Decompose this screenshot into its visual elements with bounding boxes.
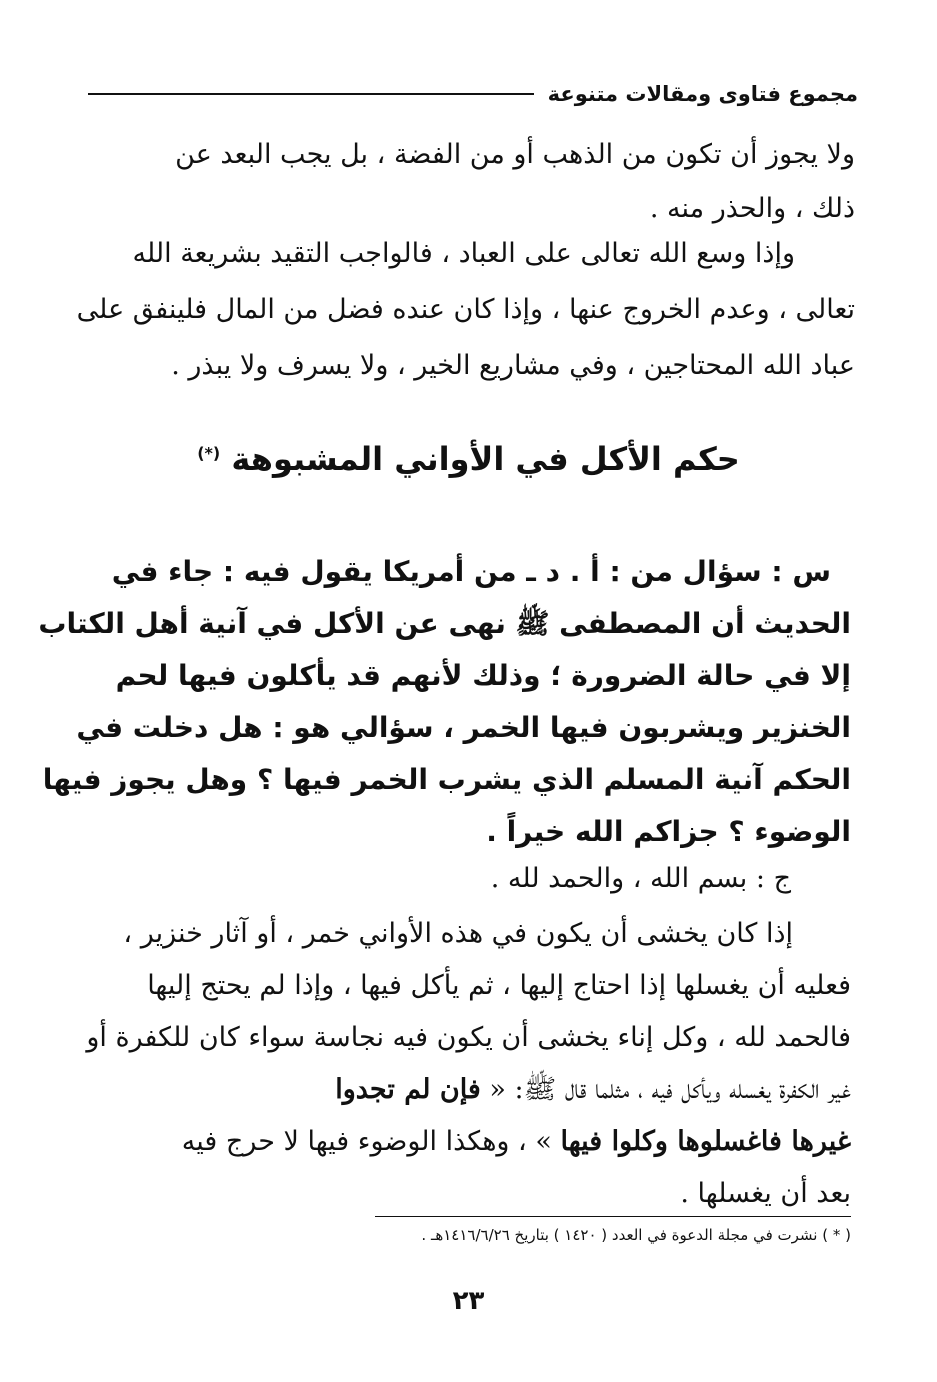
answer-line-2: فعليه أن يغسلها إذا احتاج إليها ، ثم يأكل فيها ، وإذا لم يحتج إليها: [147, 970, 851, 1001]
intro-line-2: ذلك ، والحذر منه .: [649, 193, 855, 224]
answer-line-5: [86, 1116, 851, 1168]
running-header: [88, 74, 858, 114]
hadith-quote-part-2: غيرها فاغسلوها وكلوا فيها: [560, 1126, 851, 1157]
question-line-1: س : سؤال من : أ . د ـ من أمريكا يقول فيه : جاء في: [111, 555, 831, 588]
answer-line-6: بعد أن يغسلها .: [680, 1178, 851, 1209]
paragraph-2-line-2: تعالى ، وعدم الخروج عنها ، وإذا كان عنده فضل من المال فلينفق على: [76, 294, 855, 325]
answer-line-5-plain: » ، وهكذا الوضوء فيها لا حرج فيه: [181, 1126, 561, 1157]
paragraph-2-line-3: عباد الله المحتاجين ، وفي مشاريع الخير ، ولا يسرف ولا يبذر .: [171, 350, 855, 381]
answer-line-1: إذا كان يخشى أن يكون في هذه الأواني خمر ، أو آثار خنزير ،: [123, 918, 793, 949]
answer-line-3: فالحمد لله ، وكل إناء يخشى أن يكون فيه نجاسة سواء كان للكفرة أو: [86, 1022, 851, 1053]
answer-paragraph: [86, 908, 851, 1220]
intro-paragraph: [175, 128, 855, 236]
header-rule: [88, 93, 534, 95]
question-paragraph: [38, 546, 851, 858]
footnote-separator: [375, 1216, 851, 1217]
answer-line-4-plain: غير الكفرة يغسله ويأكل فيه ، مثلما قال ﷺ: «: [480, 1074, 851, 1105]
answer-opening: [491, 854, 791, 904]
answer-line-4: [86, 1064, 851, 1116]
page-number: ٢٣: [452, 1286, 485, 1316]
answer-opening-text: ج : بسم الله ، والحمد لله .: [490, 863, 791, 894]
question-line-2: الحديث أن المصطفى ﷺ نهى عن الأكل في آنية أهل الكتاب: [38, 607, 851, 640]
question-line-5: الحكم آنية المسلم الذي يشرب الخمر فيها ؟ وهل يجوز فيها: [42, 763, 851, 796]
question-line-3: إلا في حالة الضرورة ؛ وذلك لأنهم قد يأكلون فيها لحم: [115, 659, 851, 692]
intro-line-1: ولا يجوز أن تكون من الذهب أو من الفضة ، بل يجب البعد عن: [175, 139, 855, 170]
question-line-4: الخنزير ويشربون فيها الخمر ، سؤالي هو : هل دخلت في: [76, 711, 851, 744]
question-line-6: الوضوء ؟ جزاكم الله خيراً .: [486, 815, 851, 848]
hadith-quote-part-1: فإن لم تجدوا: [335, 1074, 481, 1105]
paragraph-2: [77, 226, 855, 394]
section-title-text: حكم الأكل في الأواني المشبوهة: [231, 440, 740, 478]
section-title: [0, 440, 937, 478]
footnote: ( * ) نشرت في مجلة الدعوة في العدد ( ١٤٢٠ ) بتاريخ ١٤١٦/٦/٢٦هـ .: [421, 1226, 851, 1244]
paragraph-2-line-1: وإذا وسع الله تعالى على العباد ، فالواجب التقيد بشريعة الله: [132, 238, 795, 269]
header-title: مجموع فتاوى ومقالات متنوعة: [547, 82, 858, 106]
footnote-marker: (*): [197, 443, 221, 463]
